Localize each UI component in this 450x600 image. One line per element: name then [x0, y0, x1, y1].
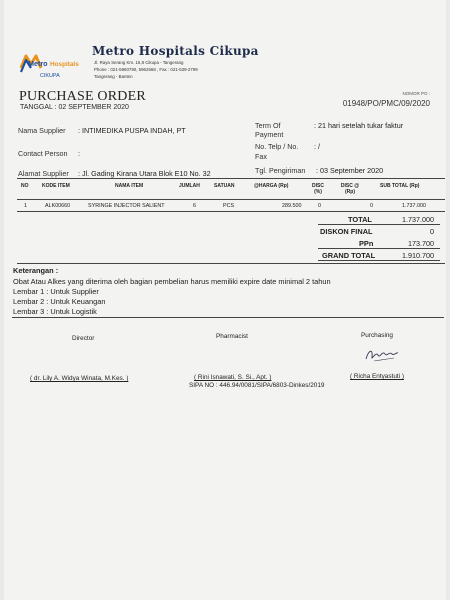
purchasing-title: Purchasing	[361, 332, 393, 339]
director-name: ( dr. Lily A. Widya Winata, M.Kes. )	[30, 375, 129, 382]
header-satuan: SATUAN	[214, 183, 235, 189]
hospital-name: Metro Hospitals Cikupa	[92, 44, 259, 58]
ppn-label: PPn	[359, 239, 374, 248]
notes-line-2: Lembar 1 : Untuk Supplier	[13, 287, 99, 296]
header-kode-item: KODE ITEM	[42, 183, 70, 189]
header-disc-pct: DISC (%)	[312, 183, 324, 195]
table-row-border	[17, 211, 445, 212]
pharmacist-title: Pharmacist	[216, 333, 248, 340]
cell-kode-item: ALK00660	[45, 203, 71, 209]
table-top-border	[17, 178, 445, 179]
address-value: : Jl. Gading Kirana Utara Blok E10 No. 32	[78, 169, 211, 178]
diskon-value: 0	[430, 227, 434, 236]
contact-label: Contact Person	[18, 149, 68, 158]
hospital-logo	[18, 50, 88, 86]
grand-divider	[318, 248, 440, 249]
total-value: 1.737.000	[402, 215, 434, 224]
term-label-2: Payment	[255, 130, 284, 139]
total-divider	[318, 224, 440, 225]
supplier-label: Nama Supplier	[18, 126, 66, 135]
telp-value: : /	[314, 142, 320, 151]
cell-satuan: PCS	[223, 203, 235, 209]
address-label: Alamat Supplier	[18, 169, 69, 178]
contact-value: :	[78, 149, 80, 158]
cell-nama-item: SYRINGE INJECTOR SALIENT	[88, 203, 165, 209]
header-nama-item: NAMA ITEM	[115, 183, 144, 189]
cell-no: 1	[24, 203, 27, 209]
document-date: TANGGAL : 02 SEPTEMBER 2020	[20, 104, 129, 111]
header-no: NO	[21, 183, 29, 189]
grand-total-value: 1.910.700	[402, 251, 434, 260]
hospital-address-1: Jl. Raya Serang Km. 16,8 Cikupa - Tangerang	[94, 60, 184, 65]
svg-text:Metro: Metro	[28, 59, 48, 68]
diskon-label: DISKON FINAL	[320, 227, 373, 236]
cell-subtotal: 1.737.000	[402, 203, 426, 209]
ppn-value: 173.700	[408, 239, 434, 248]
director-title: Director	[72, 335, 95, 342]
cell-disc-rp: 0	[370, 203, 373, 209]
notes-title: Keterangan :	[13, 266, 59, 275]
hospital-address-3: Tangerang - Banten	[94, 74, 133, 79]
cell-jumlah: 6	[193, 203, 196, 209]
term-value: : 21 hari setelah tukar faktur	[314, 121, 404, 130]
delivery-date-label: Tgl. Pengiriman	[255, 166, 306, 175]
grand-bottom-line	[318, 260, 440, 261]
pharmacist-sipa: SIPA NO : 446.94/0081/SIPA/6803-Dinkes/2019	[189, 382, 325, 389]
po-number-label: NOMOR PO :	[402, 91, 430, 96]
purchase-order-page	[4, 0, 446, 600]
supplier-value: : INTIMEDIKA PUSPA INDAH, PT	[78, 126, 186, 135]
delivery-date-value: : 03 September 2020	[316, 166, 384, 175]
purchasing-name: ( Richa Entyastuti )	[350, 373, 404, 380]
header-subtotal: SUB TOTAL (Rp)	[380, 183, 420, 189]
header-harga: @HARGA (Rp)	[254, 183, 289, 189]
grand-total-label: GRAND TOTAL	[322, 251, 376, 260]
telp-label-2: Fax	[255, 152, 267, 161]
svg-text:CIKUPA: CIKUPA	[40, 73, 60, 79]
header-disc-rp: DISC @ (Rp)	[340, 183, 360, 195]
cell-harga: 289.500	[282, 203, 302, 209]
po-number: 01948/PO/PMC/09/2020	[342, 99, 430, 108]
telp-label-1: No. Telp / No.	[255, 142, 299, 151]
notes-line-4: Lembar 3 : Untuk Logistik	[13, 307, 97, 316]
header-jumlah: JUMLAH	[179, 183, 200, 189]
hospital-address-2: Phone : 021-5960790, 5962668 , Fax : 021-539-2799	[94, 67, 198, 72]
term-label-1: Term Of	[255, 121, 281, 130]
total-label: TOTAL	[348, 215, 372, 224]
pharmacist-name: ( Rini Isnawati, S. Si., Apt. )	[194, 374, 272, 381]
table-header-border	[17, 199, 445, 200]
svg-text:Hospitals: Hospitals	[50, 61, 79, 68]
notes-bottom-border	[12, 317, 444, 318]
notes-line-3: Lembar 2 : Untuk Keuangan	[13, 297, 106, 306]
notes-top-border	[17, 263, 445, 264]
document-title: PURCHASE ORDER	[19, 89, 146, 104]
notes-line-1: Obat Atau Alkes yang diterima oleh bagian pembelian harus memiliki expire date minimal 2 tahun	[13, 277, 331, 286]
purchasing-signature-image	[364, 345, 400, 365]
cell-disc-pct: 0	[318, 203, 321, 209]
